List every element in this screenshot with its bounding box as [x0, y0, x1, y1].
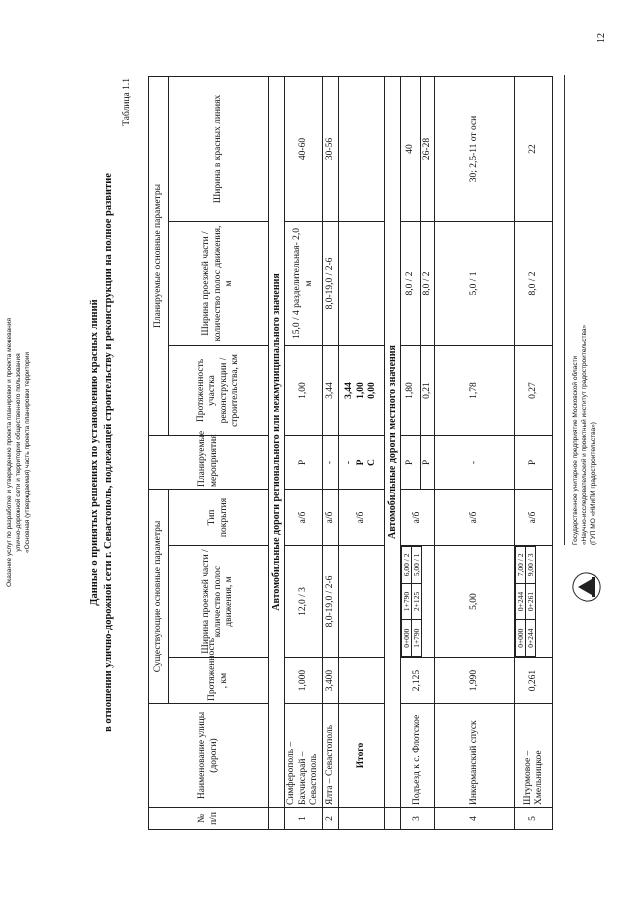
row-num: 1 — [285, 808, 323, 830]
footer-line-1: Государственное унитарное предприятие Московской области — [572, 355, 579, 545]
total-length: 3,44 — [344, 382, 355, 399]
row-length: 1,990 — [435, 658, 515, 704]
header-block — [6, 0, 32, 905]
total-measure: - — [344, 460, 355, 465]
total-measure: Р — [355, 459, 366, 466]
header-surface: Тип покрытия — [169, 490, 269, 546]
header-num: № п/п — [149, 808, 269, 830]
row-width-planned: 8,0 / 2 — [421, 222, 435, 346]
red-lines-table — [148, 76, 553, 830]
row-red-lines: 30-56 — [323, 77, 339, 222]
row-name: Симферополь – Бахчисарай – Севастополь — [285, 704, 323, 808]
total-label: Итого — [339, 704, 385, 808]
row-subsections: 0+000 0+244 7,00 / 2 0+244 0+261 9,00 / 3 — [515, 546, 536, 657]
row-num: 4 — [435, 808, 515, 830]
footer-divider — [564, 75, 565, 545]
row-name: Ялта – Севастополь — [323, 704, 339, 808]
header-width-planned: Ширина проезжей части / количество полос движения, м — [169, 222, 269, 346]
row-width: 5,00 — [435, 546, 515, 658]
row-surface: а/б — [323, 490, 339, 546]
table-row — [515, 77, 553, 830]
header-line-1: Оказание услуг по разработке и утверждению проекта планировки и проекта межевания — [6, 318, 13, 587]
total-length: 0,00 — [367, 382, 378, 399]
header-length-planned: Протяженность участка реконструкции / строительства, км — [169, 346, 269, 436]
row-surface: а/б — [285, 490, 323, 546]
row-name: Подъезд к с. Флотское — [401, 704, 435, 808]
header-existing: Существующие основные параметры — [149, 490, 169, 704]
row-red-lines: 40-60 — [285, 77, 323, 222]
row-length-planned: 0,21 — [421, 346, 435, 436]
header-red-lines: Ширина в красных линиях — [169, 77, 269, 222]
row-width-planned: 15,0 / 4 разделительная- 2,0 м — [285, 222, 323, 346]
institute-logo-icon — [568, 569, 604, 605]
row-length-planned: 3,44 — [323, 346, 339, 436]
row-length-planned: 1,80 — [401, 346, 421, 436]
table-row — [435, 77, 515, 830]
row-width: 8,0-19,0 / 2-6 — [323, 546, 339, 658]
row-measure: - — [323, 436, 339, 490]
row-num: 2 — [323, 808, 339, 830]
row-surface: а/б — [515, 490, 553, 546]
title-line-1: Данные о принятых решениях по установлению красных линий — [89, 299, 100, 606]
row-red-lines: 40 — [401, 77, 421, 222]
row-width-planned: 8,0 / 2 — [401, 222, 421, 346]
row-measure: - — [435, 436, 515, 490]
row-measure: Р — [285, 436, 323, 490]
title-line-2: в отношении улично-дорожной сети г. Севастополь, подлежащей строительству и реконструкции на полное развитие — [103, 173, 115, 732]
row-red-lines: 30; 2,5-11 от оси — [435, 77, 515, 222]
row-red-lines: 26-28 — [421, 77, 435, 222]
row-subsections: 0+000 1+790 6,00 / 2 1+790 2+125 5,00 / 1 — [401, 546, 422, 657]
row-num: 3 — [401, 808, 435, 830]
row-name: Инкерманский спуск — [435, 704, 515, 808]
footer-line-2: «Научно-исследовательский и проектный институт градостроительства» — [580, 324, 588, 545]
header-line-3: «Основная (утверждаемая) часть проекта планировки территории — [23, 352, 31, 553]
row-length: 3,400 — [323, 658, 339, 704]
document-title — [88, 0, 116, 905]
footer-block — [572, 325, 598, 545]
header-width-existing: Ширина проезжей части / количество полос движения, м — [169, 546, 269, 658]
row-length: 1,000 — [285, 658, 323, 704]
total-surface: а/б — [339, 490, 385, 546]
header-line-2: улично-дорожной сети и территории общественного пользования — [14, 353, 22, 552]
total-length: 1,00 — [355, 382, 366, 399]
row-measure: Р — [401, 436, 421, 490]
row-surface: а/б — [435, 490, 515, 546]
row-width-planned: 8,0-19,0 / 2-6 — [323, 222, 339, 346]
header-name: Наименование улицы (дороги) — [149, 704, 269, 808]
header-length: Протяженность , км — [169, 658, 269, 704]
section-regional-title: Автомобильные дороги регионального или межмуниципального значения — [269, 77, 285, 808]
row-num: 5 — [515, 808, 553, 830]
row-length: 0,261 — [515, 658, 553, 704]
row-red-lines: 22 — [515, 77, 553, 222]
section-local-title: Автомобильные дороги местного значения — [385, 77, 401, 808]
table-row — [285, 77, 323, 830]
table-row — [323, 77, 339, 830]
row-width-planned: 8,0 / 2 — [515, 222, 553, 346]
total-measure: С — [367, 459, 378, 466]
row-surface: а/б — [401, 490, 435, 546]
header-planned: Планируемые основные параметры — [149, 77, 169, 436]
row-length: 2,125 — [401, 658, 435, 704]
page-number: 12 — [596, 33, 607, 43]
row-length-planned: 0,27 — [515, 346, 553, 436]
table-row — [401, 77, 421, 830]
total-row — [339, 77, 385, 830]
row-measure: Р — [515, 436, 553, 490]
row-length-planned: 1,00 — [285, 346, 323, 436]
footer-line-3: (ГУП МО «НИиПИ градостроительства») — [589, 422, 597, 545]
row-length-planned: 1,78 — [435, 346, 515, 436]
row-width-planned: 5,0 / 1 — [435, 222, 515, 346]
row-width: 12,0 / 3 — [285, 546, 323, 658]
table-label: Таблица 1.1 — [122, 78, 132, 126]
header-planned-measures: Планируемые мероприятия — [149, 436, 269, 490]
row-measure: Р — [421, 436, 435, 490]
row-name: Штурмовое – Хмельницкое — [515, 704, 553, 808]
